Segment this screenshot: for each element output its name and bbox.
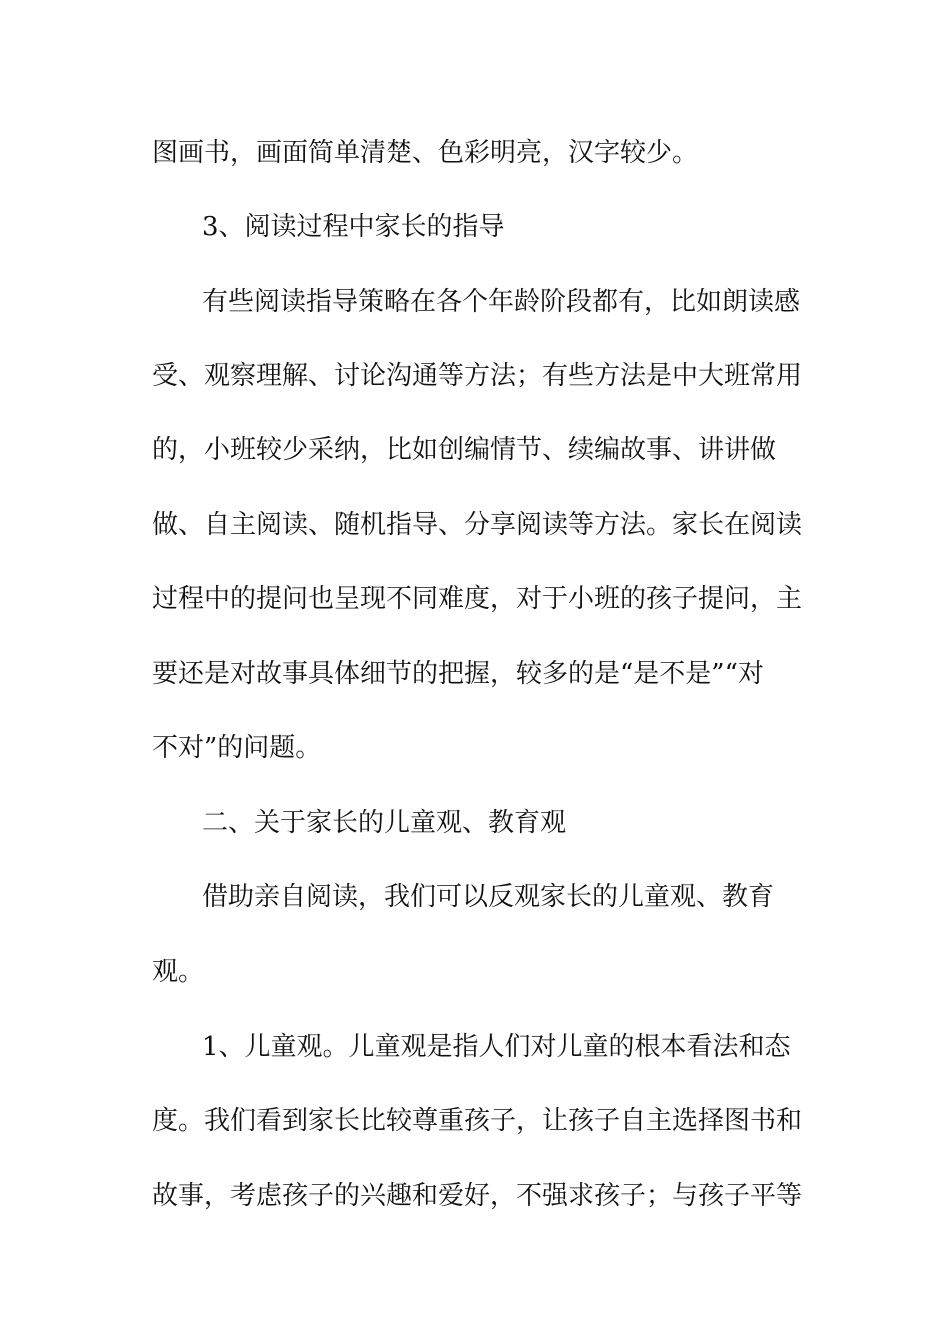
text-line: 图画书，画面简单清楚、色彩明亮，汉字较少。 — [152, 138, 699, 168]
paragraph-line: 有些阅读指导策略在各个年龄阶段都有，比如朗读感 — [202, 287, 801, 317]
section-heading: 3、阅读过程中家长的指导 — [202, 212, 505, 242]
paragraph-line: 借助亲自阅读，我们可以反观家长的儿童观、教育 — [202, 882, 775, 912]
paragraph-line: 故事，考虑孩子的兴趣和爱好，不强求孩子；与孩子平等 — [152, 1181, 803, 1211]
paragraph-line: 1、儿童观。儿童观是指人们对儿童的根本看法和态 — [202, 1032, 791, 1062]
paragraph-line: 受、观察理解、讨论沟通等方法；有些方法是中大班常用 — [152, 361, 803, 391]
paragraph-line: 过程中的提问也呈现不同难度，对于小班的孩子提问，主 — [152, 584, 803, 614]
paragraph-line: 做、自主阅读、随机指导、分享阅读等方法。家长在阅读 — [152, 510, 803, 540]
paragraph-line: 观。 — [152, 957, 205, 987]
paragraph-line: 度。我们看到家长比较尊重孩子，让孩子自主选择图书和 — [152, 1106, 803, 1136]
paragraph-line: 要还是对故事具体细节的把握，较多的是“是不是”“对 — [152, 659, 764, 689]
paragraph-line: 的，小班较少采纳，比如创编情节、续编故事、讲讲做 — [152, 435, 777, 465]
section-heading: 二、关于家长的儿童观、教育观 — [202, 808, 567, 838]
paragraph-line: 不对”的问题。 — [152, 733, 322, 763]
